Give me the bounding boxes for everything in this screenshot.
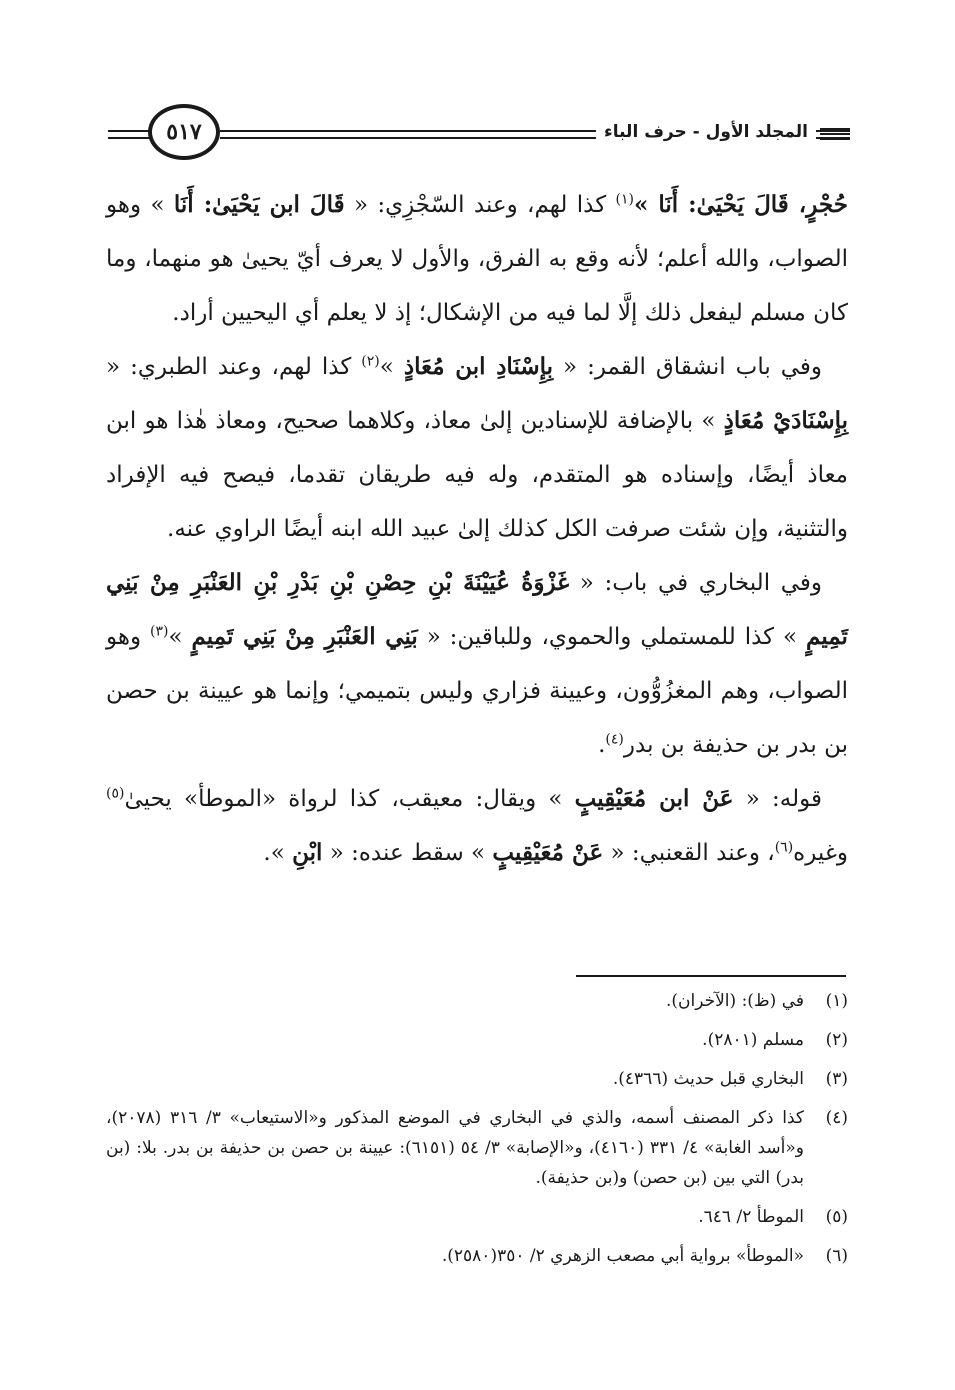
footnote-ref: (٢) <box>361 353 380 370</box>
paragraph <box>106 772 848 880</box>
footnote-item <box>106 986 848 1016</box>
footnote-number: (٤) <box>825 1108 848 1128</box>
footnote-text: في (ظ): (الآخران). <box>665 991 804 1011</box>
quoted-phrase: عَنْ مُعَيْقِيبٍ <box>492 839 604 866</box>
footnote-ref: (٦) <box>774 839 794 856</box>
footnote-number: (١) <box>825 991 848 1011</box>
text-run: » سقط عنده: « <box>322 840 493 866</box>
page-number: ٥١٧ <box>148 104 220 160</box>
text-run: » بالإضافة للإسنادين إلىٰ معاذ، وكلاهما صحيح، ومعاذ هٰذا هو ابن معاذ أيضًا، وإسناده هو المتقدم، وله فيه طريقان تقدما، فيصح فيه الإفراد والتثنية، وإن شئت صرفت الكل كذلك إلىٰ عبيد الله ابنه أيضًا الراوي عنه. <box>106 408 848 542</box>
text-run: » <box>168 624 192 650</box>
footnote-number: (٣) <box>825 1069 848 1089</box>
quoted-phrase: ابْنِ <box>292 839 323 866</box>
footnote-text: الموطأ ٢/ ٦٤٦. <box>698 1207 804 1227</box>
footnote-number: (٦) <box>825 1246 848 1266</box>
quoted-phrase: غَزْوَةُ عُيَيْنَةَ بْنِ حِصْنِ بْنِ بَدْرِ بْنِ العَنْبَرِ مِنْ بَنِي تَمِيمٍ <box>106 569 848 650</box>
footnote-text: البخاري قبل حديث (٤٣٦٦). <box>612 1069 804 1089</box>
quoted-phrase: بِإِسْنَادِ ابن مُعَاذٍ <box>403 353 554 380</box>
text-run: كذا لهم، وعند السّجْزِي: « <box>344 192 616 218</box>
footnote-text: مسلم (٢٨٠١). <box>702 1030 804 1050</box>
footnote-item <box>106 1202 848 1232</box>
quoted-phrase: بَنِي العَنْبَرِ مِنْ بَنِي تَمِيمٍ <box>191 623 418 650</box>
footnotes <box>106 986 848 1280</box>
paragraph <box>106 178 848 340</box>
quoted-phrase: عَنْ ابن مُعَيْقِيبٍ <box>574 785 734 812</box>
quoted-phrase: قَالَ ابن يَحْيَىٰ: أَنَا <box>173 191 345 218</box>
text-run: وفي البخاري في باب: « <box>569 570 822 596</box>
footnote-ref: (٥) <box>106 785 125 802</box>
text-run: قوله: « <box>733 786 822 812</box>
footnote-number: (٥) <box>825 1207 848 1227</box>
footnote-item <box>106 1241 848 1271</box>
footnote-text: «الموطأ» برواية أبي مصعب الزهري ٢/ ٣٥٠(٢٥٨٠). <box>441 1246 804 1266</box>
quoted-phrase: بِإِسْنَادَيْ مُعَاذٍ <box>723 407 849 434</box>
text-run: ، وعند القعنبي: « <box>603 840 775 866</box>
text-run: » ويقال: معيقب، كذا لرواة «الموطأ» يحيىٰ <box>124 786 575 812</box>
footnote-item <box>106 1025 848 1055</box>
footnote-item <box>106 1103 848 1193</box>
paragraph <box>106 556 848 772</box>
text-run: » كذا للمستملي والحموي، وللباقين: « <box>417 624 807 650</box>
text-run: . <box>598 732 606 758</box>
text-run: وهو الصواب، وهم المغزُوُّون، وعيينة فزاري وليس بتميمي؛ وإنما هو عيينة بن حصن بن بدر بن حذيفة بن بدر <box>106 624 848 758</box>
footnote-number: (٢) <box>825 1030 848 1050</box>
header-ornament <box>820 128 850 140</box>
footnote-ref: (٣) <box>150 623 169 640</box>
quoted-phrase: حُجْرٍ، قَالَ يَحْيَىٰ: أَنَا » <box>633 191 848 218</box>
main-text <box>106 178 848 880</box>
page-header <box>108 100 850 166</box>
footnote-item <box>106 1064 848 1094</box>
footnote-ref: (١) <box>615 191 634 208</box>
paragraph <box>106 340 848 556</box>
running-title: المجلد الأول - حرف الباء <box>596 122 816 142</box>
footnote-text: كذا ذكر المصنف أسمه، والذي في البخاري في الموضع المذكور و«الاستيعاب» ٣/ ٣١٦ (٢٠٧٨)، و«أسد الغابة» ٤/ ٣٣١ (٤١٦٠)، و«الإصابة» ٣/ ٥٤ (٦١٥١): عيينة بن حصن بن حذيفة بن بدر. بلا: (بن بدر) التي بين (بن حصن) و(بن حذيفة). <box>106 1108 804 1188</box>
text-run: » <box>379 354 404 380</box>
footnote-ref: (٤) <box>605 731 624 748</box>
text-run: كذا لهم، وعند الطبري: « <box>106 354 362 380</box>
header-rule <box>108 137 154 139</box>
footnote-separator <box>576 975 846 977</box>
text-run: وغيره <box>793 840 848 866</box>
text-run: وفي باب انشقاق القمر: « <box>553 354 823 380</box>
text-run: » وهو الصواب، والله أعلم؛ لأنه وقع به الفرق، والأول لا يعرف أيّ يحيىٰ هو منهما، وما كان مسلم ليفعل ذلك إلَّا لما فيه من الإشكال؛ إذ لا يعلم أي اليحيين أراد. <box>106 192 848 326</box>
text-run: ». <box>263 840 293 866</box>
